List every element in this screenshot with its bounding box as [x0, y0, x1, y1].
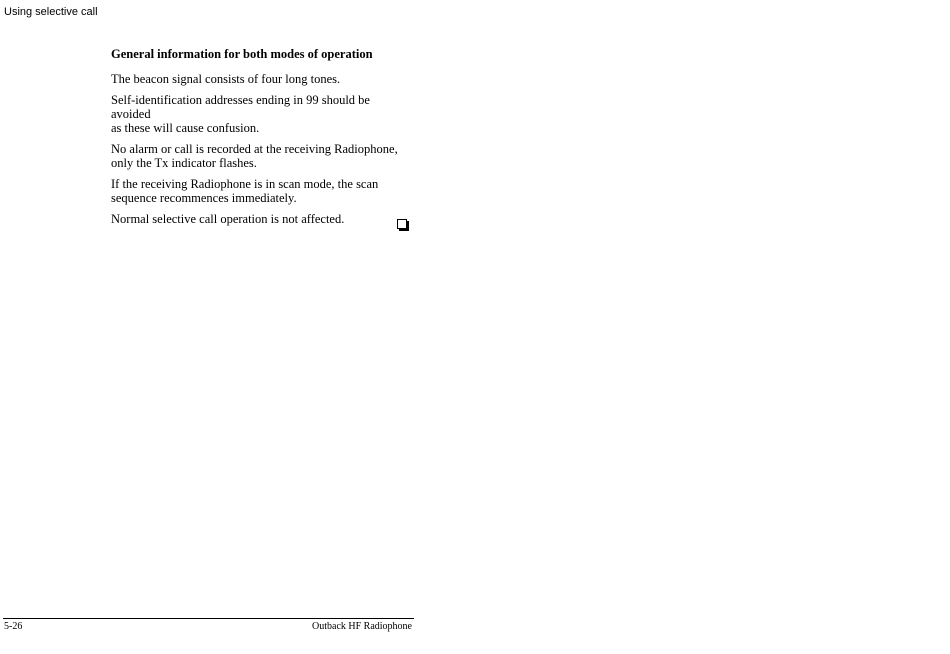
section-content: [111, 46, 411, 233]
paragraph-normal: Normal selective call operation is not affected.: [111, 212, 345, 226]
paragraph-alarm: No alarm or call is recorded at the receiving Radiophone, only the Tx indicator flashes.: [111, 142, 398, 170]
footer-rule: [3, 618, 414, 619]
end-of-section-square-icon: [397, 219, 407, 229]
running-head: Using selective call: [4, 6, 98, 18]
section-heading: General information for both modes of operation: [111, 47, 373, 61]
page-number: 5-26: [4, 621, 23, 632]
paragraph-scan: If the receiving Radiophone is in scan mode, the scan sequence recommences immediately.: [111, 177, 379, 205]
paragraph-self-id: Self-identification addresses ending in 99 should be avoided as these will cause confusion.: [111, 93, 370, 135]
manual-title: Outback HF Radiophone: [312, 621, 412, 632]
paragraph-beacon: The beacon signal consists of four long tones.: [111, 72, 341, 86]
